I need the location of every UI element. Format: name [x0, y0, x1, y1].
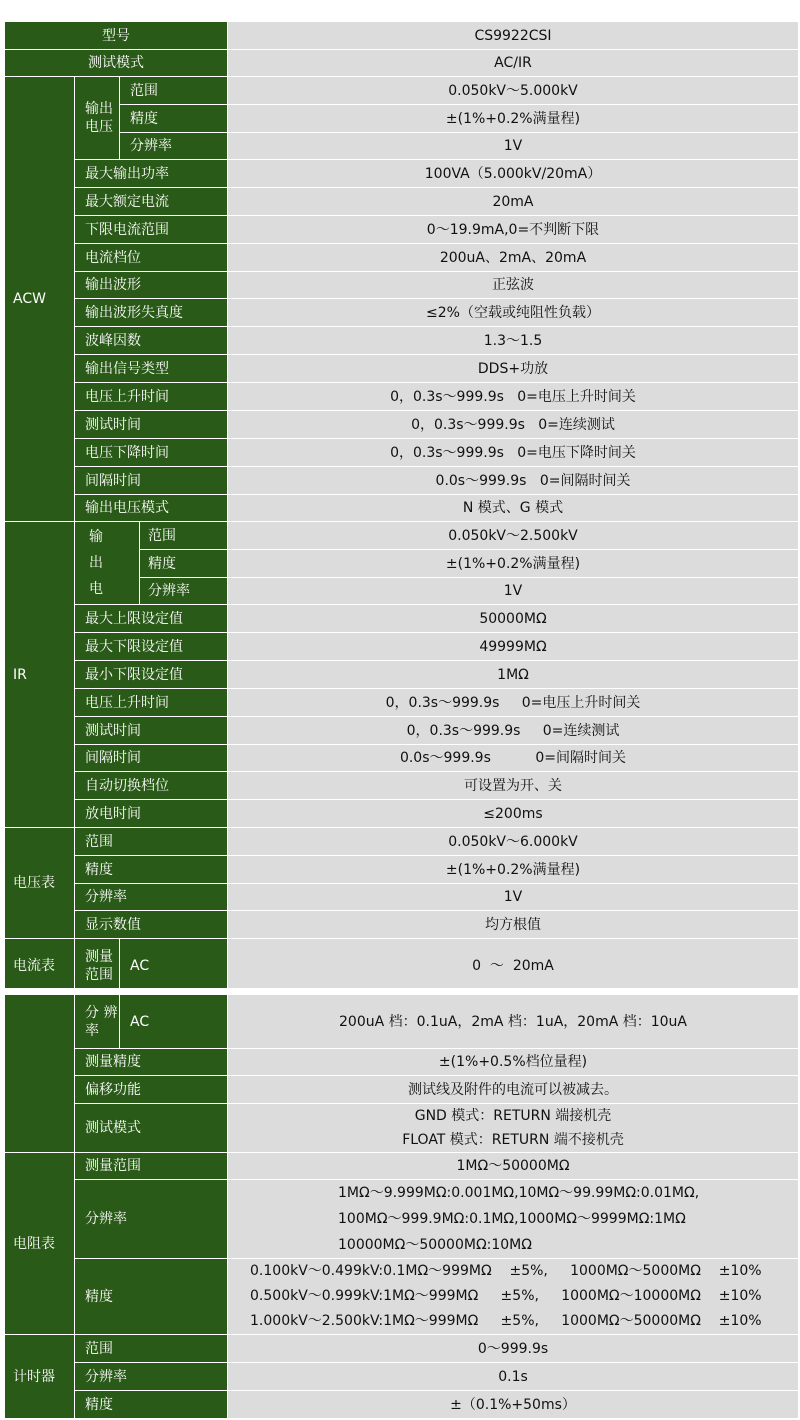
- row-value: 0.0s～999.9s 0=间隔时间关: [228, 467, 799, 495]
- row-label: 最大输出功率: [75, 160, 228, 188]
- row-value: AC/IR: [228, 50, 799, 77]
- output-voltage-label: 输 出 电: [75, 522, 140, 605]
- row-value: ±(1%+0.5%档位量程): [228, 1049, 799, 1076]
- row-value: 1V: [228, 578, 799, 605]
- row-label: 分辨率: [75, 1180, 228, 1259]
- row-label: 下限电流范围: [75, 216, 228, 244]
- row-label: 测试模式: [75, 1104, 228, 1153]
- section-label-acw: ACW: [5, 77, 75, 522]
- row-label: 分辨率: [120, 133, 228, 160]
- table-row: [5, 244, 799, 272]
- table-row: [5, 689, 799, 717]
- table-row: [5, 216, 799, 244]
- row-label: 电压上升时间: [75, 689, 228, 717]
- spec-table-lower: [4, 994, 799, 1419]
- table-row: [5, 1049, 799, 1076]
- row-label: 输出信号类型: [75, 355, 228, 383]
- row-value: ±(1%+0.2%满量程): [228, 105, 799, 133]
- table-row: [5, 160, 799, 188]
- row-label: 范围: [75, 828, 228, 856]
- row-value: ≤200ms: [228, 800, 799, 828]
- table-row: [5, 77, 799, 105]
- row-value: 0，0.3s～999.9s 0=连续测试: [228, 411, 799, 439]
- row-value: 正弦波: [228, 272, 799, 299]
- row-label: 电压上升时间: [75, 383, 228, 411]
- table-row: [5, 1335, 799, 1363]
- table-row: [5, 856, 799, 884]
- table-row: [5, 605, 799, 633]
- table-row: [5, 439, 799, 467]
- row-label: 分辨率: [75, 1363, 228, 1391]
- row-value: 0，0.3s～999.9s 0=电压上升时间关: [228, 383, 799, 411]
- row-value: 0，0.3s～999.9s 0=电压下降时间关: [228, 439, 799, 467]
- table-row: [5, 717, 799, 745]
- row-label: 电流档位: [75, 244, 228, 272]
- table-row: [5, 1259, 799, 1335]
- ac-label: AC: [120, 939, 228, 994]
- row-label: 分辨率: [140, 578, 228, 605]
- row-value: 0～19.9mA,0=不判断下限: [228, 216, 799, 244]
- row-label: 测试时间: [75, 717, 228, 745]
- table-row: [5, 745, 799, 772]
- table-row: [5, 1076, 799, 1104]
- row-label: 测量精度: [75, 1049, 228, 1076]
- table-row: [5, 995, 799, 1049]
- row-value: 49999MΩ: [228, 633, 799, 661]
- row-value: 1MΩ～9.999MΩ:0.001MΩ,10MΩ～99.99MΩ:0.01MΩ, 100MΩ～999.9MΩ:0.1MΩ,1000MΩ～9999MΩ:1MΩ 10000MΩ～50000MΩ:10MΩ: [228, 1180, 799, 1259]
- table-row: [5, 383, 799, 411]
- row-label: 偏移功能: [75, 1076, 228, 1104]
- row-label: 精度: [75, 1391, 228, 1419]
- table-row: [5, 828, 799, 856]
- table-row: [5, 467, 799, 495]
- row-label: 精度: [75, 1259, 228, 1335]
- row-label: 输出电压模式: [75, 495, 228, 522]
- table-row: [5, 911, 799, 939]
- row-label: 输出波形: [75, 272, 228, 299]
- row-value: ≤2%（空载或纯阻性负载）: [228, 299, 799, 327]
- row-label: 精度: [140, 550, 228, 578]
- measure-range-label: 测量 范围: [75, 939, 120, 994]
- row-label: 范围: [120, 77, 228, 105]
- row-value: 0～999.9s: [228, 1335, 799, 1363]
- row-label: 测量范围: [75, 1153, 228, 1180]
- row-label: 分辨率: [75, 884, 228, 911]
- row-label: 间隔时间: [75, 467, 228, 495]
- row-label: 间隔时间: [75, 745, 228, 772]
- row-value: 0，0.3s～999.9s 0=连续测试: [228, 717, 799, 745]
- row-value: 50000MΩ: [228, 605, 799, 633]
- row-value: 1.3～1.5: [228, 327, 799, 355]
- row-label: 电压下降时间: [75, 439, 228, 467]
- table-row: [5, 1391, 799, 1419]
- table-row: [5, 327, 799, 355]
- table-row: [5, 800, 799, 828]
- row-label: 测试模式: [5, 50, 228, 77]
- row-value: 0 ～ 20mA: [228, 939, 799, 994]
- row-value: 可设置为开、关: [228, 772, 799, 800]
- table-row: [5, 495, 799, 522]
- row-value: 100VA（5.000kV/20mA）: [228, 160, 799, 188]
- table-row: [5, 1180, 799, 1259]
- row-label: 范围: [75, 1335, 228, 1363]
- row-value: 测试线及附件的电流可以被减去。: [228, 1076, 799, 1104]
- row-value: 200uA、2mA、20mA: [228, 244, 799, 272]
- row-value: 1MΩ～50000MΩ: [228, 1153, 799, 1180]
- row-value: 1MΩ: [228, 661, 799, 689]
- section-label-ohmmeter: 电阻表: [5, 1153, 75, 1335]
- row-value: 0.0s～999.9s 0=间隔时间关: [228, 745, 799, 772]
- row-value: ±（0.1%+50ms）: [228, 1391, 799, 1419]
- table-row: [5, 522, 799, 550]
- section-label-ir: IR: [5, 522, 75, 828]
- row-value: DDS+功放: [228, 355, 799, 383]
- section-label-timer: 计时器: [5, 1335, 75, 1419]
- row-value: 0，0.3s～999.9s 0=电压上升时间关: [228, 689, 799, 717]
- table-row: [5, 105, 799, 133]
- row-value: 0.050kV～2.500kV: [228, 522, 799, 550]
- row-value: 200uA 档：0.1uA，2mA 档：1uA，20mA 档：10uA: [228, 995, 799, 1049]
- table-row: [5, 355, 799, 383]
- table-row: [5, 939, 799, 994]
- row-label: 测试时间: [75, 411, 228, 439]
- row-label: 最大额定电流: [75, 188, 228, 216]
- row-value: 20mA: [228, 188, 799, 216]
- row-label: 最小下限设定值: [75, 661, 228, 689]
- row-value: N 模式、G 模式: [228, 495, 799, 522]
- table-row: [5, 133, 799, 160]
- row-value: 1V: [228, 884, 799, 911]
- row-label: 最大上限设定值: [75, 605, 228, 633]
- table-row: [5, 50, 799, 77]
- row-label: 自动切换档位: [75, 772, 228, 800]
- table-row: [5, 661, 799, 689]
- table-row: [5, 1104, 799, 1153]
- output-voltage-label: 输出 电压: [75, 77, 120, 160]
- table-row: [5, 272, 799, 299]
- row-label: 精度: [75, 856, 228, 884]
- table-row: [5, 772, 799, 800]
- ammeter-continued-label: [5, 995, 75, 1153]
- row-label: 最大下限设定值: [75, 633, 228, 661]
- row-label: 波峰因数: [75, 327, 228, 355]
- table-row: [5, 1363, 799, 1391]
- table-row: [5, 884, 799, 911]
- table-row: [5, 22, 799, 50]
- table-row: [5, 188, 799, 216]
- spec-table-upper: [4, 21, 799, 994]
- row-value: ±(1%+0.2%满量程): [228, 856, 799, 884]
- resolution-label: 分 辨 率: [75, 995, 120, 1049]
- table-row: [5, 633, 799, 661]
- row-value: 0.050kV～6.000kV: [228, 828, 799, 856]
- row-label: 型号: [5, 22, 228, 50]
- row-label: 精度: [120, 105, 228, 133]
- table-row: [5, 411, 799, 439]
- row-label: 放电时间: [75, 800, 228, 828]
- row-value: ±(1%+0.2%满量程): [228, 550, 799, 578]
- section-label-ammeter: 电流表: [5, 939, 75, 994]
- row-label: 范围: [140, 522, 228, 550]
- section-label-voltmeter: 电压表: [5, 828, 75, 939]
- row-value: GND 模式：RETURN 端接机壳 FLOAT 模式：RETURN 端不接机壳: [228, 1104, 799, 1153]
- ac-label: AC: [120, 995, 228, 1049]
- row-value: 0.050kV～5.000kV: [228, 77, 799, 105]
- table-row: [5, 1153, 799, 1180]
- table-row: [5, 299, 799, 327]
- row-value: CS9922CSI: [228, 22, 799, 50]
- row-label: 显示数值: [75, 911, 228, 939]
- row-value: 0.1s: [228, 1363, 799, 1391]
- row-label: 输出波形失真度: [75, 299, 228, 327]
- row-value: 均方根值: [228, 911, 799, 939]
- row-value: 1V: [228, 133, 799, 160]
- row-value: 0.100kV～0.499kV:0.1MΩ～999MΩ ±5%, 1000MΩ～5000MΩ ±10% 0.500kV～0.999kV:1MΩ～999MΩ ±5%, 1000MΩ～10000MΩ ±10% 1.000kV～2.500kV:1MΩ～999MΩ ±5%, 1000MΩ～50000MΩ ±10%: [228, 1259, 799, 1335]
